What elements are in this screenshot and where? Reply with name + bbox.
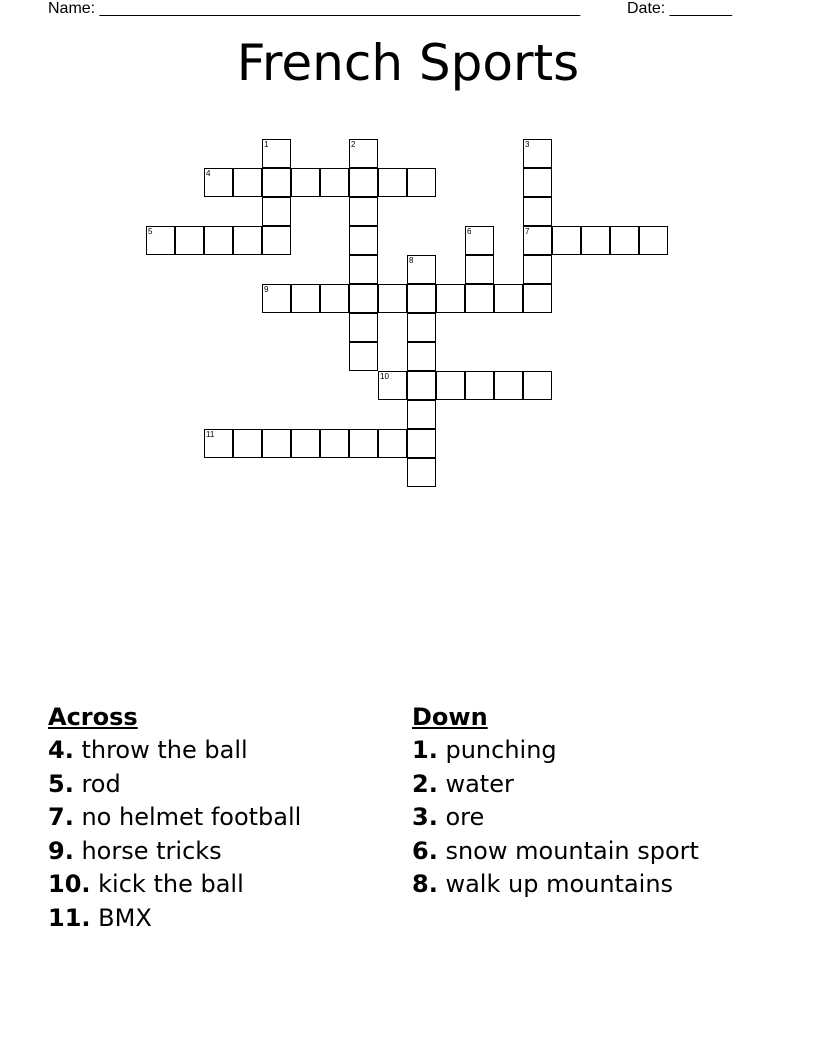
clue-text: snow mountain sport <box>445 836 699 865</box>
grid-cell[interactable] <box>349 342 378 371</box>
clue-number-label: 9 <box>264 285 269 294</box>
grid-cell[interactable] <box>494 371 523 400</box>
across-clue <box>48 801 301 835</box>
grid-cell[interactable] <box>523 371 552 400</box>
grid-cell[interactable] <box>175 226 204 255</box>
grid-cell[interactable] <box>146 226 175 255</box>
grid-cell[interactable] <box>639 226 668 255</box>
clue-text: throw the ball <box>81 736 248 764</box>
clue-text: water <box>445 769 514 798</box>
grid-cell[interactable] <box>349 284 378 313</box>
down-clues <box>412 700 699 902</box>
down-heading: Down <box>412 703 488 731</box>
grid-cell[interactable] <box>378 371 407 400</box>
grid-cell[interactable] <box>523 139 552 168</box>
clue-number-label: 1 <box>264 140 269 149</box>
grid-cell[interactable] <box>552 226 581 255</box>
down-clue <box>412 835 699 869</box>
grid-cell[interactable] <box>262 226 291 255</box>
date-line: Date: _______ <box>627 0 732 17</box>
clue-number-label: 11 <box>206 430 215 439</box>
clue-text: punching <box>445 736 557 764</box>
grid-cell[interactable] <box>610 226 639 255</box>
grid-cell[interactable] <box>378 168 407 197</box>
grid-cell[interactable] <box>262 168 291 197</box>
grid-cell[interactable] <box>523 255 552 284</box>
grid-cell[interactable] <box>465 226 494 255</box>
grid-cell[interactable] <box>262 139 291 168</box>
grid-cell[interactable] <box>291 168 320 197</box>
clue-number-label: 6 <box>467 227 472 236</box>
grid-cell[interactable] <box>349 255 378 284</box>
grid-cell[interactable] <box>523 226 552 255</box>
grid-cell[interactable] <box>407 313 436 342</box>
clue-text: BMX <box>98 903 152 932</box>
clue-text: ore <box>445 803 485 832</box>
grid-cell[interactable] <box>407 400 436 429</box>
clue-number-label: 3 <box>525 140 530 149</box>
clue-text: walk up mountains <box>445 870 674 899</box>
grid-cell[interactable] <box>320 429 349 458</box>
grid-cell[interactable] <box>407 371 436 400</box>
clue-number: 6. <box>412 836 438 865</box>
down-clue <box>412 801 699 835</box>
across-clue <box>48 734 301 768</box>
clue-number-label: 8 <box>409 256 414 265</box>
across-heading: Across <box>48 703 138 731</box>
grid-cell[interactable] <box>436 371 465 400</box>
grid-cell[interactable] <box>204 226 233 255</box>
across-clue <box>48 902 301 936</box>
across-clue <box>48 835 301 869</box>
grid-cell[interactable] <box>233 168 262 197</box>
clue-number: 1. <box>412 736 438 764</box>
grid-cell[interactable] <box>581 226 610 255</box>
grid-cell[interactable] <box>407 168 436 197</box>
grid-cell[interactable] <box>407 284 436 313</box>
clue-text: kick the ball <box>98 870 244 899</box>
clue-number: 10. <box>48 870 91 899</box>
clue-number: 4. <box>48 736 74 764</box>
grid-cell[interactable] <box>494 284 523 313</box>
grid-cell[interactable] <box>349 313 378 342</box>
grid-cell[interactable] <box>204 429 233 458</box>
grid-cell[interactable] <box>523 168 552 197</box>
grid-cell[interactable] <box>233 429 262 458</box>
clue-number: 2. <box>412 769 438 798</box>
grid-cell[interactable] <box>465 284 494 313</box>
clue-number-label: 2 <box>351 140 356 149</box>
puzzle-title: French Sports <box>236 34 580 92</box>
down-clue <box>412 768 699 802</box>
grid-cell[interactable] <box>378 429 407 458</box>
clue-number: 8. <box>412 870 438 899</box>
down-clue <box>412 734 699 768</box>
clue-number: 5. <box>48 769 74 798</box>
clue-number-label: 4 <box>206 169 211 178</box>
grid-cell[interactable] <box>465 255 494 284</box>
grid-cell[interactable] <box>233 226 262 255</box>
clue-number: 3. <box>412 803 438 832</box>
grid-cell[interactable] <box>349 197 378 226</box>
grid-cell[interactable] <box>349 429 378 458</box>
grid-cell[interactable] <box>465 371 494 400</box>
grid-cell[interactable] <box>291 284 320 313</box>
clue-text: horse tricks <box>81 836 222 865</box>
down-clue <box>412 868 699 902</box>
across-clue <box>48 768 301 802</box>
clue-number-label: 10 <box>380 372 389 381</box>
grid-cell[interactable] <box>262 429 291 458</box>
crossword-grid <box>0 0 816 520</box>
clue-number: 9. <box>48 836 74 865</box>
grid-cell[interactable] <box>378 284 407 313</box>
grid-cell[interactable] <box>349 168 378 197</box>
grid-cell[interactable] <box>204 168 233 197</box>
grid-cell[interactable] <box>262 284 291 313</box>
grid-cell[interactable] <box>320 168 349 197</box>
grid-cell[interactable] <box>407 458 436 487</box>
grid-cell[interactable] <box>320 284 349 313</box>
grid-cell[interactable] <box>349 139 378 168</box>
name-line: Name: ______________________________________________________ <box>48 0 581 17</box>
grid-cell[interactable] <box>523 197 552 226</box>
clue-number: 7. <box>48 803 74 832</box>
clue-text: no helmet football <box>81 803 302 832</box>
clue-text: rod <box>81 769 121 798</box>
grid-cell[interactable] <box>349 226 378 255</box>
grid-cell[interactable] <box>436 284 465 313</box>
clue-number-label: 5 <box>148 227 153 236</box>
grid-cell[interactable] <box>291 429 320 458</box>
grid-cell[interactable] <box>407 255 436 284</box>
grid-cell[interactable] <box>407 429 436 458</box>
across-clue <box>48 868 301 902</box>
grid-cell[interactable] <box>262 197 291 226</box>
clue-number-label: 7 <box>525 227 530 236</box>
grid-cell[interactable] <box>523 284 552 313</box>
across-clues <box>48 700 301 936</box>
grid-cell[interactable] <box>407 342 436 371</box>
clue-number: 11. <box>48 903 91 932</box>
